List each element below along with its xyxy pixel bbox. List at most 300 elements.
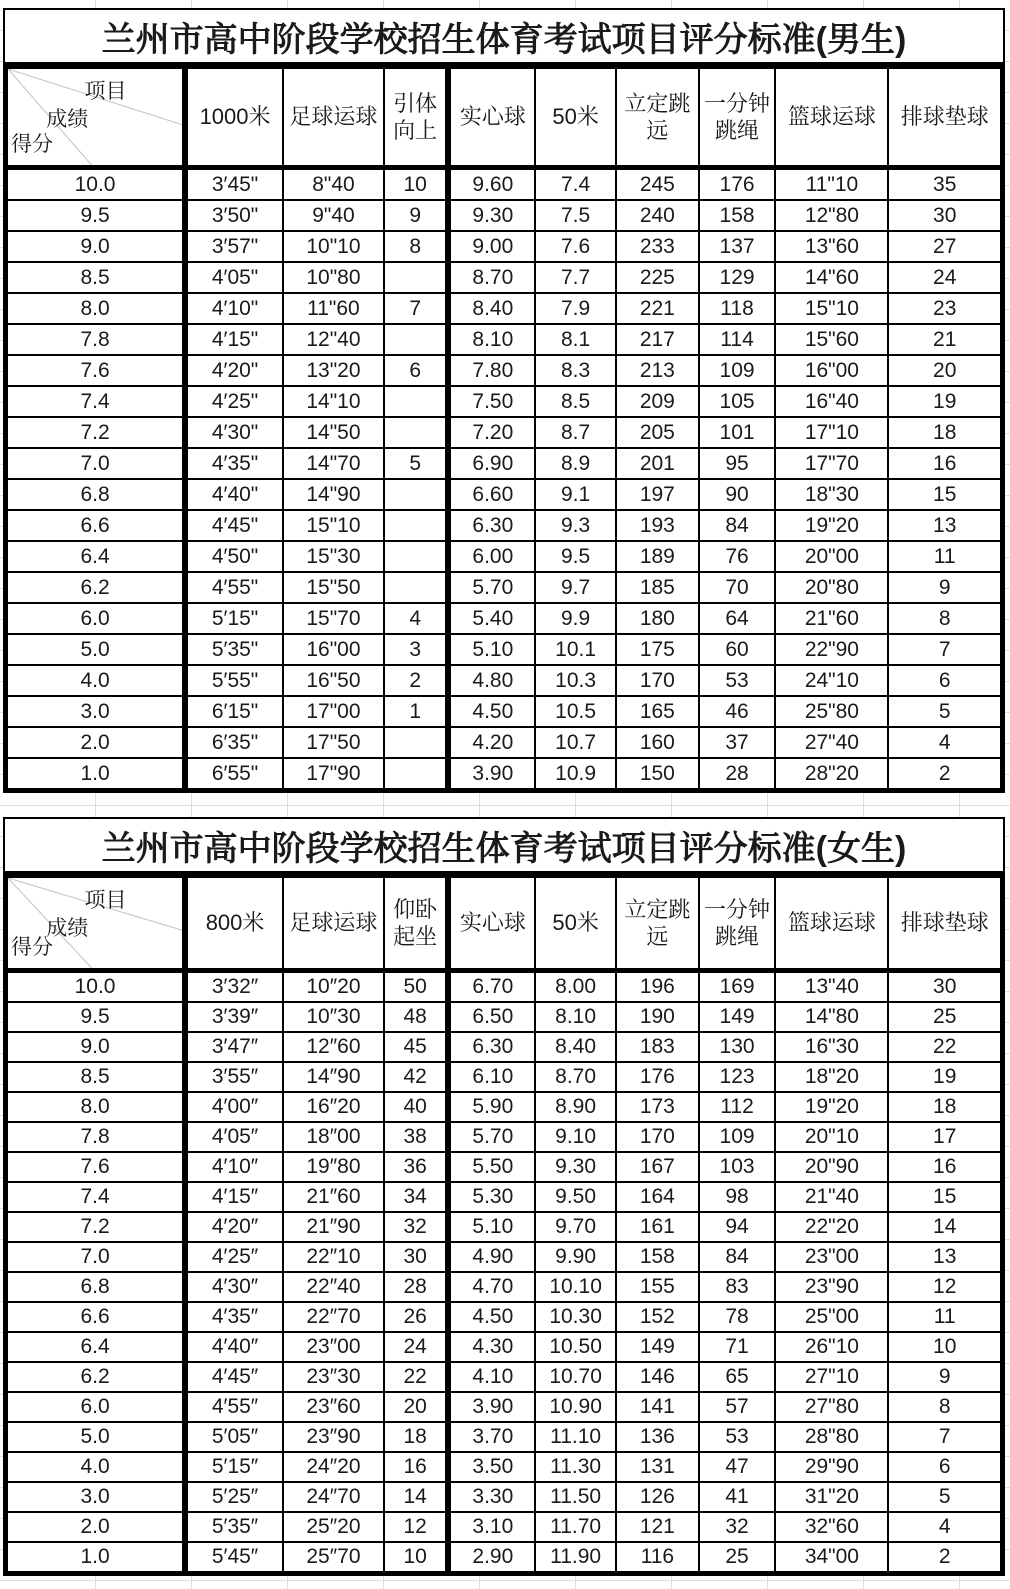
value-cell: 4.70	[448, 1272, 535, 1302]
value-cell: 22″70	[283, 1302, 384, 1332]
score-cell: 7.2	[6, 417, 186, 448]
value-cell: 14	[888, 1212, 1002, 1242]
value-cell: 109	[699, 355, 776, 386]
value-cell: 13"60	[775, 231, 888, 262]
value-cell: 8.5	[535, 386, 616, 417]
table-row	[6, 603, 1003, 634]
value-cell: 4′35″	[185, 1302, 283, 1332]
value-cell: 11"60	[283, 293, 384, 324]
value-cell: 10"10	[283, 231, 384, 262]
value-cell: 4.20	[448, 727, 535, 758]
value-cell: 5	[888, 1482, 1002, 1512]
table-row	[6, 696, 1003, 727]
value-cell: 190	[616, 1002, 699, 1032]
value-cell: 19"20	[775, 510, 888, 541]
value-cell: 65	[699, 1362, 776, 1392]
value-cell: 4′15"	[185, 324, 283, 355]
value-cell: 27"80	[775, 1392, 888, 1422]
value-cell: 25"00	[775, 1302, 888, 1332]
corner-header-cell	[6, 67, 186, 168]
value-cell: 8.9	[535, 448, 616, 479]
value-cell: 14	[384, 1482, 449, 1512]
value-cell: 13	[888, 1242, 1002, 1272]
value-cell	[384, 572, 449, 603]
value-cell: 4′45"	[185, 510, 283, 541]
value-cell: 5	[384, 448, 449, 479]
value-cell: 4	[888, 1512, 1002, 1542]
value-cell: 16	[888, 1152, 1002, 1182]
value-cell: 24″20	[283, 1452, 384, 1482]
value-cell: 17"10	[775, 417, 888, 448]
value-cell: 4.10	[448, 1362, 535, 1392]
table-row	[6, 386, 1003, 417]
value-cell: 16"00	[775, 355, 888, 386]
value-cell: 9.30	[535, 1152, 616, 1182]
value-cell: 9.7	[535, 572, 616, 603]
value-cell: 98	[699, 1182, 776, 1212]
value-cell: 15"10	[775, 293, 888, 324]
value-cell: 83	[699, 1272, 776, 1302]
value-cell: 11.70	[535, 1512, 616, 1542]
value-cell: 36	[384, 1152, 449, 1182]
column-header-pullups: 引体向上	[384, 67, 449, 168]
girls-title: 兰州市高中阶段学校招生体育考试项目评分标准(女生)	[3, 817, 1005, 873]
value-cell: 5′15"	[185, 603, 283, 634]
score-cell: 7.4	[6, 386, 186, 417]
value-cell: 4.80	[448, 665, 535, 696]
value-cell: 158	[616, 1242, 699, 1272]
value-cell: 14"10	[283, 386, 384, 417]
value-cell: 19	[888, 386, 1002, 417]
table-row	[6, 727, 1003, 758]
value-cell: 16"30	[775, 1032, 888, 1062]
column-header-football: 足球运球	[283, 876, 384, 971]
value-cell: 32	[384, 1212, 449, 1242]
value-cell: 3′39″	[185, 1002, 283, 1032]
value-cell: 10	[384, 168, 449, 201]
value-cell: 109	[699, 1122, 776, 1152]
value-cell: 11	[888, 541, 1002, 572]
value-cell: 6.50	[448, 1002, 535, 1032]
score-cell: 9.0	[6, 1032, 186, 1062]
table-row	[6, 1032, 1003, 1062]
value-cell: 213	[616, 355, 699, 386]
value-cell: 10.7	[535, 727, 616, 758]
value-cell: 26	[384, 1302, 449, 1332]
column-header-longjump: 立定跳远	[616, 67, 699, 168]
value-cell: 10.70	[535, 1362, 616, 1392]
table-row	[6, 665, 1003, 696]
column-header-solidball: 实心球	[448, 67, 535, 168]
score-cell: 10.0	[6, 168, 186, 201]
value-cell: 19″80	[283, 1152, 384, 1182]
value-cell: 22″10	[283, 1242, 384, 1272]
table-row	[6, 971, 1003, 1003]
value-cell: 10"80	[283, 262, 384, 293]
table-row	[6, 168, 1003, 201]
value-cell: 217	[616, 324, 699, 355]
value-cell: 8.40	[448, 293, 535, 324]
value-cell: 15"70	[283, 603, 384, 634]
score-cell: 7.0	[6, 448, 186, 479]
table-row	[6, 572, 1003, 603]
value-cell: 15"50	[283, 572, 384, 603]
column-header-volleyball: 排球垫球	[888, 67, 1002, 168]
value-cell: 64	[699, 603, 776, 634]
value-cell: 5.90	[448, 1092, 535, 1122]
value-cell: 16	[888, 448, 1002, 479]
value-cell: 14″90	[283, 1062, 384, 1092]
value-cell	[384, 324, 449, 355]
value-cell: 4′30"	[185, 417, 283, 448]
value-cell: 25"80	[775, 696, 888, 727]
value-cell: 13"40	[775, 971, 888, 1003]
value-cell: 103	[699, 1152, 776, 1182]
value-cell: 3.50	[448, 1452, 535, 1482]
value-cell: 9.90	[535, 1242, 616, 1272]
value-cell: 233	[616, 231, 699, 262]
value-cell: 10.50	[535, 1332, 616, 1362]
value-cell: 8.70	[535, 1062, 616, 1092]
value-cell: 6′35"	[185, 727, 283, 758]
value-cell: 25	[699, 1542, 776, 1574]
value-cell: 3′47″	[185, 1032, 283, 1062]
value-cell: 53	[699, 665, 776, 696]
value-cell: 23″00	[283, 1332, 384, 1362]
value-cell: 22"90	[775, 634, 888, 665]
score-cell: 9.5	[6, 200, 186, 231]
table-row	[6, 231, 1003, 262]
table-row	[6, 1332, 1003, 1362]
corner-label-score: 成绩	[46, 108, 89, 131]
score-cell: 6.4	[6, 1332, 186, 1362]
value-cell: 42	[384, 1062, 449, 1092]
score-cell: 6.2	[6, 572, 186, 603]
value-cell: 12"80	[775, 200, 888, 231]
value-cell: 8	[888, 1392, 1002, 1422]
value-cell: 105	[699, 386, 776, 417]
value-cell: 3.90	[448, 758, 535, 791]
table-row	[6, 758, 1003, 791]
value-cell: 116	[616, 1542, 699, 1574]
table-row	[6, 1422, 1003, 1452]
value-cell: 24	[384, 1332, 449, 1362]
value-cell: 29"90	[775, 1452, 888, 1482]
value-cell: 37	[699, 727, 776, 758]
value-cell: 6.90	[448, 448, 535, 479]
value-cell: 4.30	[448, 1332, 535, 1362]
score-cell: 7.2	[6, 1212, 186, 1242]
score-cell: 6.0	[6, 603, 186, 634]
value-cell: 21″90	[283, 1212, 384, 1242]
value-cell: 15"10	[283, 510, 384, 541]
value-cell: 193	[616, 510, 699, 541]
score-cell: 8.5	[6, 262, 186, 293]
table-row	[6, 448, 1003, 479]
boys-title: 兰州市高中阶段学校招生体育考试项目评分标准(男生)	[3, 8, 1005, 64]
value-cell: 17	[888, 1122, 1002, 1152]
score-cell: 8.0	[6, 1092, 186, 1122]
table-row	[6, 200, 1003, 231]
score-cell: 6.8	[6, 479, 186, 510]
value-cell: 4′40"	[185, 479, 283, 510]
value-cell: 7.7	[535, 262, 616, 293]
value-cell: 5′45″	[185, 1542, 283, 1574]
value-cell: 3.30	[448, 1482, 535, 1512]
score-cell: 10.0	[6, 971, 186, 1003]
score-cell: 7.6	[6, 355, 186, 386]
value-cell: 11.30	[535, 1452, 616, 1482]
score-cell: 8.5	[6, 1062, 186, 1092]
value-cell: 149	[699, 1002, 776, 1032]
value-cell: 114	[699, 324, 776, 355]
table-row	[6, 1392, 1003, 1422]
value-cell: 23″30	[283, 1362, 384, 1392]
value-cell: 10.5	[535, 696, 616, 727]
table-row	[6, 1092, 1003, 1122]
score-cell: 1.0	[6, 1542, 186, 1574]
header-row	[6, 67, 1003, 168]
score-cell: 3.0	[6, 1482, 186, 1512]
value-cell: 8.7	[535, 417, 616, 448]
table-row	[6, 293, 1003, 324]
value-cell: 7.6	[535, 231, 616, 262]
column-header-longjump: 立定跳远	[616, 876, 699, 971]
value-cell: 15	[888, 1182, 1002, 1212]
score-cell: 7.8	[6, 324, 186, 355]
value-cell: 18"30	[775, 479, 888, 510]
value-cell: 28	[384, 1272, 449, 1302]
value-cell: 28"20	[775, 758, 888, 791]
value-cell: 30	[888, 971, 1002, 1003]
value-cell: 4.50	[448, 1302, 535, 1332]
score-cell: 5.0	[6, 1422, 186, 1452]
value-cell: 4′55″	[185, 1392, 283, 1422]
value-cell: 17"70	[775, 448, 888, 479]
value-cell: 22"20	[775, 1212, 888, 1242]
value-cell: 28	[699, 758, 776, 791]
value-cell: 90	[699, 479, 776, 510]
table-row	[6, 1212, 1003, 1242]
table-row	[6, 355, 1003, 386]
value-cell: 8.1	[535, 324, 616, 355]
girls-section	[3, 817, 1005, 1576]
girls-score-table	[3, 873, 1005, 1576]
value-cell: 7	[888, 634, 1002, 665]
value-cell	[384, 262, 449, 293]
column-header-solidball: 实心球	[448, 876, 535, 971]
value-cell: 11.10	[535, 1422, 616, 1452]
value-cell: 18"20	[775, 1062, 888, 1092]
value-cell: 3′32″	[185, 971, 283, 1003]
table-row	[6, 1362, 1003, 1392]
table-row	[6, 634, 1003, 665]
value-cell: 4′45″	[185, 1362, 283, 1392]
value-cell: 24	[888, 262, 1002, 293]
value-cell: 25″20	[283, 1512, 384, 1542]
table-row	[6, 1542, 1003, 1574]
value-cell: 12	[888, 1272, 1002, 1302]
value-cell: 15"60	[775, 324, 888, 355]
value-cell: 28"80	[775, 1422, 888, 1452]
value-cell: 6.30	[448, 1032, 535, 1062]
value-cell: 40	[384, 1092, 449, 1122]
value-cell: 17"90	[283, 758, 384, 791]
value-cell: 23″60	[283, 1392, 384, 1422]
value-cell: 118	[699, 293, 776, 324]
column-header-50m: 50米	[535, 876, 616, 971]
value-cell: 170	[616, 1122, 699, 1152]
score-cell: 6.8	[6, 1272, 186, 1302]
value-cell: 34	[384, 1182, 449, 1212]
value-cell: 10.3	[535, 665, 616, 696]
value-cell: 155	[616, 1272, 699, 1302]
table-row	[6, 324, 1003, 355]
value-cell: 8.90	[535, 1092, 616, 1122]
value-cell: 9"40	[283, 200, 384, 231]
value-cell: 4′25"	[185, 386, 283, 417]
value-cell: 7.50	[448, 386, 535, 417]
value-cell: 101	[699, 417, 776, 448]
value-cell: 9.50	[535, 1182, 616, 1212]
value-cell: 71	[699, 1332, 776, 1362]
value-cell: 16"00	[283, 634, 384, 665]
value-cell: 6.60	[448, 479, 535, 510]
value-cell: 2	[384, 665, 449, 696]
value-cell: 7.20	[448, 417, 535, 448]
value-cell: 8"40	[283, 168, 384, 201]
column-header-ropeskip: 一分钟跳绳	[699, 876, 776, 971]
value-cell: 12″60	[283, 1032, 384, 1062]
table-row	[6, 262, 1003, 293]
value-cell: 6.70	[448, 971, 535, 1003]
value-cell: 197	[616, 479, 699, 510]
value-cell: 3.70	[448, 1422, 535, 1452]
value-cell: 57	[699, 1392, 776, 1422]
value-cell: 14"70	[283, 448, 384, 479]
value-cell: 60	[699, 634, 776, 665]
value-cell: 7.9	[535, 293, 616, 324]
value-cell: 201	[616, 448, 699, 479]
value-cell: 9.5	[535, 541, 616, 572]
value-cell: 209	[616, 386, 699, 417]
value-cell: 9.70	[535, 1212, 616, 1242]
girls-table-body	[6, 971, 1003, 1574]
header-row	[6, 876, 1003, 971]
value-cell: 245	[616, 168, 699, 201]
value-cell: 10.9	[535, 758, 616, 791]
score-cell: 6.4	[6, 541, 186, 572]
score-cell: 6.6	[6, 510, 186, 541]
value-cell: 70	[699, 572, 776, 603]
value-cell: 18	[888, 1092, 1002, 1122]
value-cell: 8.70	[448, 262, 535, 293]
value-cell: 131	[616, 1452, 699, 1482]
value-cell: 176	[616, 1062, 699, 1092]
score-cell: 7.6	[6, 1152, 186, 1182]
value-cell: 150	[616, 758, 699, 791]
value-cell: 23	[888, 293, 1002, 324]
column-header-1000m: 1000米	[185, 67, 283, 168]
value-cell: 183	[616, 1032, 699, 1062]
column-header-football: 足球运球	[283, 67, 384, 168]
value-cell: 4′35"	[185, 448, 283, 479]
value-cell: 4	[888, 727, 1002, 758]
value-cell: 146	[616, 1362, 699, 1392]
value-cell: 21″60	[283, 1182, 384, 1212]
value-cell	[384, 727, 449, 758]
value-cell: 53	[699, 1422, 776, 1452]
value-cell: 9.10	[535, 1122, 616, 1152]
value-cell: 169	[699, 971, 776, 1003]
value-cell: 7.4	[535, 168, 616, 201]
value-cell: 5′25″	[185, 1482, 283, 1512]
value-cell: 20	[888, 355, 1002, 386]
value-cell: 5′15″	[185, 1452, 283, 1482]
value-cell: 2	[888, 1542, 1002, 1574]
value-cell: 23"90	[775, 1272, 888, 1302]
value-cell: 152	[616, 1302, 699, 1332]
score-cell: 9.5	[6, 1002, 186, 1032]
value-cell: 8.40	[535, 1032, 616, 1062]
boys-table-body	[6, 168, 1003, 791]
value-cell: 16"50	[283, 665, 384, 696]
value-cell: 17"50	[283, 727, 384, 758]
value-cell: 15"30	[283, 541, 384, 572]
value-cell: 6	[384, 355, 449, 386]
value-cell: 15	[888, 479, 1002, 510]
value-cell: 21	[888, 324, 1002, 355]
value-cell: 161	[616, 1212, 699, 1242]
value-cell: 5	[888, 696, 1002, 727]
column-header-basketball: 篮球运球	[775, 876, 888, 971]
value-cell: 5.40	[448, 603, 535, 634]
score-cell: 2.0	[6, 1512, 186, 1542]
value-cell: 10.10	[535, 1272, 616, 1302]
score-cell: 7.8	[6, 1122, 186, 1152]
value-cell: 5.70	[448, 572, 535, 603]
value-cell: 9.3	[535, 510, 616, 541]
value-cell: 38	[384, 1122, 449, 1152]
value-cell: 5′35"	[185, 634, 283, 665]
value-cell: 3′45"	[185, 168, 283, 201]
value-cell	[384, 510, 449, 541]
value-cell: 149	[616, 1332, 699, 1362]
value-cell: 12	[384, 1512, 449, 1542]
value-cell: 24″70	[283, 1482, 384, 1512]
score-cell: 6.0	[6, 1392, 186, 1422]
value-cell: 27"40	[775, 727, 888, 758]
value-cell: 4′15″	[185, 1182, 283, 1212]
column-header-ropeskip: 一分钟跳绳	[699, 67, 776, 168]
value-cell: 9	[888, 572, 1002, 603]
value-cell: 4′05″	[185, 1122, 283, 1152]
value-cell: 173	[616, 1092, 699, 1122]
value-cell: 6′55"	[185, 758, 283, 791]
value-cell: 3	[384, 634, 449, 665]
value-cell: 22	[384, 1362, 449, 1392]
value-cell: 45	[384, 1032, 449, 1062]
value-cell: 4′30″	[185, 1272, 283, 1302]
value-cell: 8.00	[535, 971, 616, 1003]
corner-label-points: 得分	[11, 936, 53, 959]
value-cell: 20"80	[775, 572, 888, 603]
value-cell: 11	[888, 1302, 1002, 1332]
value-cell: 24"10	[775, 665, 888, 696]
value-cell: 14"90	[283, 479, 384, 510]
boys-table-head	[6, 67, 1003, 168]
value-cell: 7.5	[535, 200, 616, 231]
